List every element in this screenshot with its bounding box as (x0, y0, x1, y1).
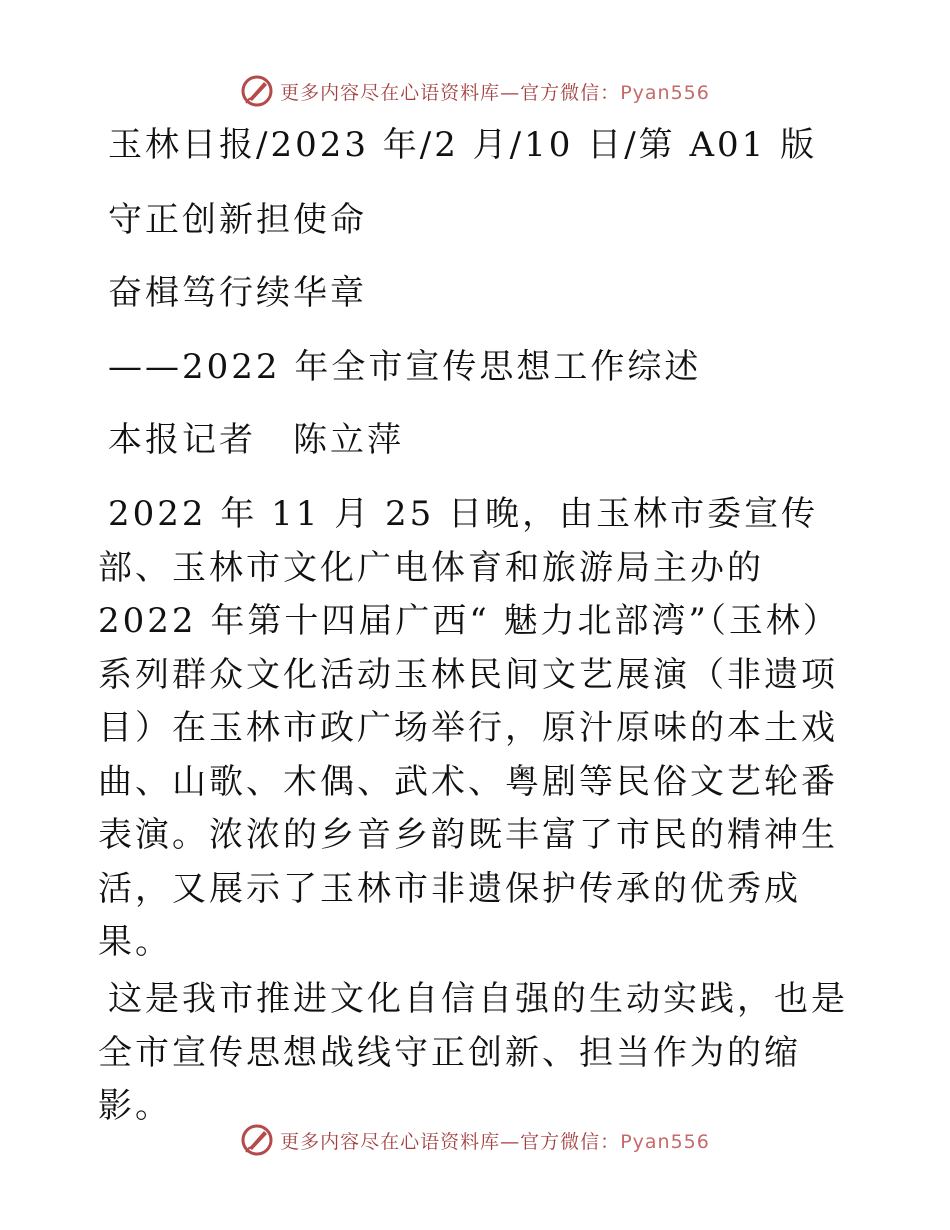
quill-logo-icon (240, 1123, 274, 1157)
byline: 本报记者 陈立萍 (108, 420, 404, 460)
banner-separator: — (500, 1130, 521, 1153)
banner-text (280, 78, 710, 105)
headline-2: 奋楫笃行续华章 (108, 273, 367, 313)
banner-slogan: 更多内容尽在心语资料库 (280, 1130, 501, 1153)
banner-wechat-id: Pyan556 (620, 1130, 710, 1153)
footer-banner (0, 1120, 950, 1160)
banner-wechat-label: 官方微信： (520, 1130, 621, 1153)
banner-wechat-id: Pyan556 (620, 81, 710, 104)
banner-slogan: 更多内容尽在心语资料库 (280, 81, 501, 104)
subtitle: ——2022 年全市宣传思想工作综述 (108, 347, 702, 387)
quill-logo-icon (240, 74, 274, 108)
headline-1: 守正创新担使命 (108, 200, 367, 240)
paragraph-1-text: 2022 年 11 月 25 日晚，由玉林市委宣传部、玉林市文化广电体育和旅游局主办的 2022 年第十四届广西“ 魅力北部湾”（玉林）系列群众文化活动玉林民间文艺展演（非遗项目）在玉林市政广场举行，原汁原味的本土戏曲、山歌、木偶、武术、粤剧等民俗文艺轮番表演。浓浓的乡音乡韵既丰富了市民的精神生活，又展示了玉林市非遗保护传承的优秀成果。 (98, 494, 840, 962)
header-banner (0, 71, 950, 111)
paragraph-1 (98, 488, 850, 970)
paragraph-2 (98, 973, 850, 1134)
banner-wechat-label: 官方微信： (520, 81, 621, 104)
source-line: 玉林日报/2023 年/2 月/10 日/第 A01 版 (108, 125, 818, 165)
banner-separator: — (500, 81, 521, 104)
paragraph-2-text: 这是我市推进文化自信自强的生动实践，也是全市宣传思想战线守正创新、担当作为的缩影。 (98, 979, 848, 1126)
banner-text (280, 1127, 710, 1154)
